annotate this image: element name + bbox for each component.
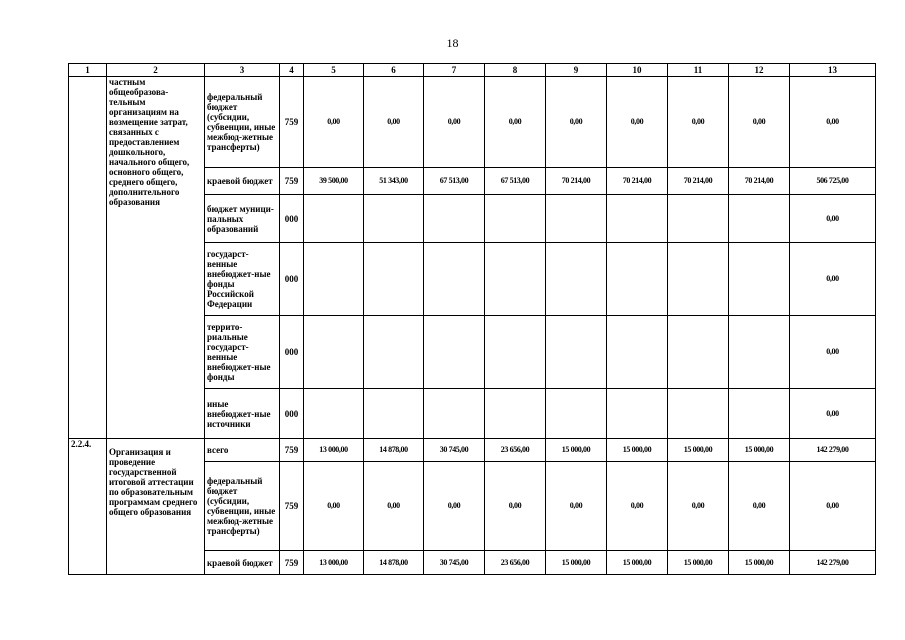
- value-cell: [424, 195, 485, 243]
- value-cell: [485, 243, 546, 316]
- value-cell: 0,00: [364, 77, 424, 168]
- code-cell: 000: [280, 243, 304, 316]
- funding-source-cell: краевой бюджет: [205, 168, 280, 195]
- value-cell: 13 000,00: [304, 439, 364, 462]
- value-cell: [304, 195, 364, 243]
- funding-source-cell: федеральный бюджет (субсидии, субвенции, иные межбюд-жетные трансферты): [205, 77, 280, 168]
- value-cell: [607, 316, 668, 389]
- value-cell: 67 513,00: [424, 168, 485, 195]
- value-cell: [729, 243, 790, 316]
- value-cell: 23 656,00: [485, 439, 546, 462]
- code-cell: 000: [280, 389, 304, 439]
- value-cell: 0,00: [729, 462, 790, 551]
- value-cell: [546, 195, 607, 243]
- page-number: 18: [446, 36, 459, 50]
- funding-source-cell: бюджет муници-пальных образований: [205, 195, 280, 243]
- header-cell: 1: [69, 64, 107, 77]
- code-cell: 759: [280, 462, 304, 551]
- total-cell: 142 279,00: [790, 439, 876, 462]
- value-cell: 51 343,00: [364, 168, 424, 195]
- value-cell: [364, 316, 424, 389]
- value-cell: [304, 316, 364, 389]
- value-cell: [668, 389, 729, 439]
- value-cell: 15 000,00: [668, 439, 729, 462]
- header-cell: 9: [546, 64, 607, 77]
- value-cell: [424, 243, 485, 316]
- value-cell: 13 000,00: [304, 551, 364, 575]
- value-cell: [729, 316, 790, 389]
- header-cell: 7: [424, 64, 485, 77]
- budget-table: [68, 63, 876, 575]
- value-cell: 23 656,00: [485, 551, 546, 575]
- value-cell: [607, 243, 668, 316]
- value-cell: 70 214,00: [607, 168, 668, 195]
- value-cell: 0,00: [304, 462, 364, 551]
- row-number-cell: [69, 77, 107, 439]
- row-number-cell: 2.2.4.: [69, 439, 107, 575]
- total-cell: 0,00: [790, 316, 876, 389]
- total-cell: 0,00: [790, 462, 876, 551]
- value-cell: 0,00: [485, 462, 546, 551]
- code-cell: 759: [280, 168, 304, 195]
- header-cell: 6: [364, 64, 424, 77]
- value-cell: 67 513,00: [485, 168, 546, 195]
- value-cell: 0,00: [304, 77, 364, 168]
- funding-source-cell: федеральный бюджет (субсидии, субвенции, иные межбюд-жетные трансферты): [205, 462, 280, 551]
- funding-source-cell: государст-венные внебюджет-ные фонды Российской Федерации: [205, 243, 280, 316]
- total-cell: 0,00: [790, 389, 876, 439]
- value-cell: 70 214,00: [729, 168, 790, 195]
- value-cell: 0,00: [546, 77, 607, 168]
- funding-source-cell: краевой бюджет: [205, 551, 280, 575]
- value-cell: [424, 389, 485, 439]
- header-cell: 11: [668, 64, 729, 77]
- value-cell: 15 000,00: [607, 551, 668, 575]
- header-cell: 5: [304, 64, 364, 77]
- value-cell: 14 878,00: [364, 551, 424, 575]
- header-cell: 12: [729, 64, 790, 77]
- value-cell: 0,00: [424, 77, 485, 168]
- header-cell: 3: [205, 64, 280, 77]
- value-cell: [424, 316, 485, 389]
- code-cell: 000: [280, 316, 304, 389]
- value-cell: 0,00: [729, 77, 790, 168]
- header-cell: 2: [107, 64, 205, 77]
- value-cell: 0,00: [668, 462, 729, 551]
- value-cell: [304, 389, 364, 439]
- code-cell: 759: [280, 77, 304, 168]
- value-cell: 0,00: [424, 462, 485, 551]
- value-cell: [668, 243, 729, 316]
- value-cell: [304, 243, 364, 316]
- description-cell: [107, 77, 205, 439]
- header-cell: 13: [790, 64, 876, 77]
- table-row: [69, 439, 876, 462]
- value-cell: [546, 243, 607, 316]
- value-cell: 30 745,00: [424, 551, 485, 575]
- value-cell: [668, 195, 729, 243]
- value-cell: [364, 195, 424, 243]
- description-text: Организация и проведение государственной итоговой аттестации по образовательным программам среднего общего образования: [109, 447, 198, 517]
- value-cell: 0,00: [364, 462, 424, 551]
- header-cell: 4: [280, 64, 304, 77]
- code-cell: 759: [280, 551, 304, 575]
- total-cell: 0,00: [790, 243, 876, 316]
- funding-source-cell: иные внебюджет-ные источники: [205, 389, 280, 439]
- total-cell: 506 725,00: [790, 168, 876, 195]
- value-cell: [485, 316, 546, 389]
- value-cell: [668, 316, 729, 389]
- value-cell: 15 000,00: [729, 551, 790, 575]
- code-cell: 759: [280, 439, 304, 462]
- header-cell: 10: [607, 64, 668, 77]
- funding-source-cell: всего: [205, 439, 280, 462]
- value-cell: 14 878,00: [364, 439, 424, 462]
- value-cell: 0,00: [546, 462, 607, 551]
- description-cell: [107, 439, 205, 575]
- table-row: [69, 77, 876, 168]
- value-cell: [607, 389, 668, 439]
- value-cell: 15 000,00: [546, 439, 607, 462]
- value-cell: 70 214,00: [668, 168, 729, 195]
- value-cell: 0,00: [607, 462, 668, 551]
- total-cell: 142 279,00: [790, 551, 876, 575]
- total-cell: 0,00: [790, 77, 876, 168]
- value-cell: 15 000,00: [668, 551, 729, 575]
- value-cell: [364, 243, 424, 316]
- funding-source-cell: террито-риальные государст-венные внебюджет-ные фонды: [205, 316, 280, 389]
- value-cell: 39 500,00: [304, 168, 364, 195]
- value-cell: 15 000,00: [546, 551, 607, 575]
- header-cell: 8: [485, 64, 546, 77]
- value-cell: 15 000,00: [607, 439, 668, 462]
- total-cell: 0,00: [790, 195, 876, 243]
- code-cell: 000: [280, 195, 304, 243]
- value-cell: [485, 195, 546, 243]
- value-cell: 0,00: [607, 77, 668, 168]
- value-cell: 70 214,00: [546, 168, 607, 195]
- header-row: [69, 64, 876, 77]
- value-cell: 0,00: [485, 77, 546, 168]
- value-cell: [485, 389, 546, 439]
- value-cell: [607, 195, 668, 243]
- value-cell: 15 000,00: [729, 439, 790, 462]
- value-cell: [546, 316, 607, 389]
- value-cell: 30 745,00: [424, 439, 485, 462]
- value-cell: 0,00: [668, 77, 729, 168]
- description-text: частным общеобразова-тельным организациям на возмещение затрат, связанных с предоставлением дошкольного, начального общего, основного общего, среднего общего, дополнительного образования: [109, 77, 190, 207]
- value-cell: [729, 389, 790, 439]
- value-cell: [364, 389, 424, 439]
- value-cell: [546, 389, 607, 439]
- value-cell: [729, 195, 790, 243]
